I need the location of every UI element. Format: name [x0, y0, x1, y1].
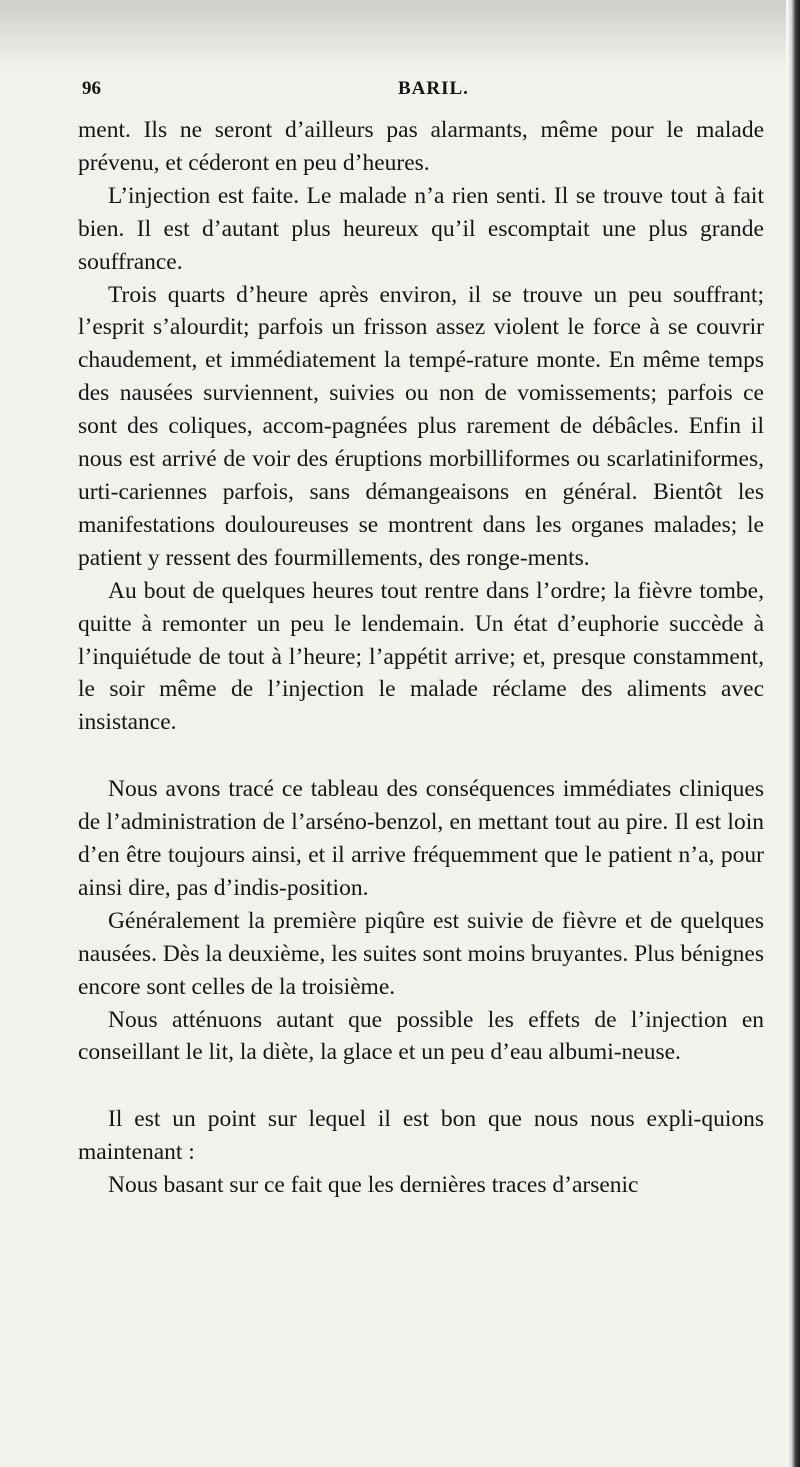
paragraph-recovery: Au bout de quelques heures tout rentre dans l’ordre; la fièvre tombe, quitte à remonter un peu le lendemain. Un état d’euphorie succède à l’inquiétude de tout à l’heure; l’appétit arrive; et, presque constamment, le soir même de l’injection le malade réclame des aliments avec insistance.: [78, 577, 764, 736]
paragraph-point: Il est un point sur lequel il est bon que nous nous expli-quions maintenant :: [78, 1106, 764, 1166]
paragraph-continuation: ment. Ils ne seront d’ailleurs pas alarmants, même pour le malade prévenu, et céderont en peu d’heures.: [78, 117, 764, 176]
paragraph-injection: L’injection est faite. Le malade n’a rien senti. Il se trouve tout à fait bien. Il est d’autant plus heureux qu’il escomptait une plus grande souffrance.: [78, 182, 764, 275]
paragraph-attenuation: Nous atténuons autant que possible les effets de l’injection en conseillant le lit, la diète, la glace et un peu d’eau albumi-neuse.: [78, 1006, 764, 1066]
running-head: BARIL.: [398, 78, 469, 99]
paragraph-generally: Généralement la première piqûre est suivie de fièvre et de quelques nausées. Dès la deuxième, les suites sont moins bruyantes. Plus bénignes encore sont celles de la troisième.: [78, 907, 764, 1000]
page-number: 96: [82, 78, 101, 99]
paragraph-summary: Nous avons tracé ce tableau des conséquences immédiates cliniques de l’administration de l’arséno-benzol, en mettant tout au pire. Il est loin d’en être toujours ainsi, et il arrive fréquemment que le patient n’a, pour ainsi dire, pas d’indis-position.: [78, 776, 764, 901]
paragraph-arsenic: Nous basant sur ce fait que les dernières traces d’arsenic: [108, 1172, 639, 1199]
paragraph-symptoms: Trois quarts d’heure après environ, il se trouve un peu souffrant; l’esprit s’alourdit; parfois un frisson assez violent le force à se couvrir chaudement, et immédiatement la tempé-rature monte. En même temps des nausées surviennent, suivies ou non de vomissements; parfois ce sont des coliques, accom-pagnées plus rarement de débâcles. Enfin il nous est arrivé de voir des éruptions morbilliformes ou scarlatiniformes, urti-cariennes parfois, sans démangeaisons en général. Bientôt les manifestations douloureuses se montrent dans les organes malades; le patient y ressent des fourmillements, des ronge-ments.: [78, 281, 764, 571]
page-header: [82, 78, 762, 104]
page-edge-shadow: [786, 0, 800, 1467]
body-text: [78, 114, 764, 1202]
